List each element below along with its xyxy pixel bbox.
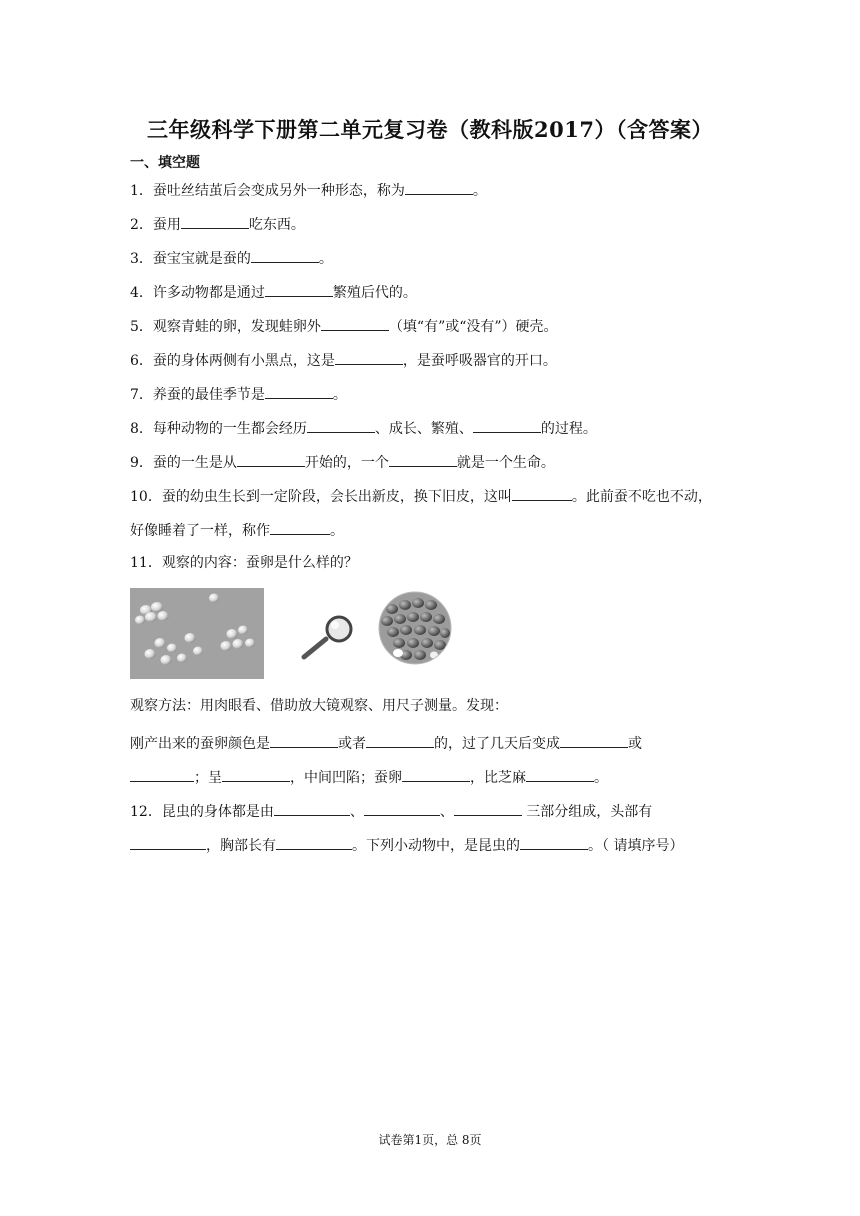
- question-12: 12．昆虫的身体都是由 、 、 三部分组成，头部有: [130, 801, 652, 821]
- answer-blank[interactable]: [405, 180, 473, 195]
- answer-blank[interactable]: [402, 767, 470, 782]
- question-3: 3．蚕宝宝就是蚕的 。: [130, 248, 333, 268]
- answer-blank[interactable]: [526, 767, 594, 782]
- page-footer: 试卷第1页，总 8页: [378, 1133, 482, 1147]
- answer-blank[interactable]: [265, 282, 333, 297]
- observation-method: 观察方法：用肉眼看、借助放大镜观察、用尺子测量。发现：: [130, 698, 508, 714]
- answer-blank[interactable]: [276, 835, 352, 850]
- question-10: 10．蚕的幼虫生长到一定阶段，会长出新皮，换下旧皮，这叫 。此前蚕不吃也不动，: [130, 486, 712, 506]
- question-11-line-1: 刚产出来的蚕卵颜色是 或者 的，过了几天后变成 或: [130, 733, 642, 753]
- question-9: 9．蚕的一生是从 开始的，一个 就是一个生命。: [130, 452, 555, 472]
- answer-blank[interactable]: [560, 733, 628, 748]
- answer-blank[interactable]: [389, 452, 457, 467]
- answer-blank[interactable]: [512, 486, 572, 501]
- question-7: 7．养蚕的最佳季节是 。: [130, 384, 347, 404]
- answer-blank[interactable]: [222, 767, 290, 782]
- question-6: 6．蚕的身体两侧有小黑点，这是 ，是蚕呼吸器官的开口。: [130, 350, 557, 370]
- answer-blank[interactable]: [321, 316, 389, 331]
- magnified-eggs-photo: [378, 591, 452, 665]
- answer-blank[interactable]: [364, 801, 440, 816]
- question-10-cont: 好像睡着了一样，称作 。: [130, 520, 344, 540]
- question-8: 8．每种动物的一生都会经历 、成长、繁殖、 的过程。: [130, 418, 597, 438]
- question-4: 4．许多动物都是通过 繁殖后代的。: [130, 282, 417, 302]
- answer-blank[interactable]: [265, 384, 333, 399]
- question-12-cont: ，胸部长有 。下列小动物中，是昆虫的 。（ 请填序号）: [130, 835, 683, 855]
- answer-blank[interactable]: [130, 767, 194, 782]
- answer-blank[interactable]: [520, 835, 588, 850]
- question-5: 5．观察青蛙的卵，发现蛙卵外 （填“有”或“没有”）硬壳。: [130, 316, 558, 336]
- answer-blank[interactable]: [270, 733, 338, 748]
- question-11-line-2: ；呈 ，中间凹陷；蚕卵 ，比芝麻 。: [130, 767, 608, 787]
- answer-blank[interactable]: [335, 350, 403, 365]
- silkworm-eggs-photo: [130, 588, 264, 679]
- answer-blank[interactable]: [307, 418, 375, 433]
- answer-blank[interactable]: [130, 835, 206, 850]
- answer-blank[interactable]: [454, 801, 522, 816]
- answer-blank[interactable]: [274, 801, 350, 816]
- magnifying-glass-icon: [296, 615, 358, 663]
- answer-blank[interactable]: [251, 248, 319, 263]
- answer-blank[interactable]: [181, 214, 249, 229]
- answer-blank[interactable]: [270, 520, 330, 535]
- answer-blank[interactable]: [237, 452, 305, 467]
- question-1: 1．蚕吐丝结茧后会变成另外一种形态，称为 。: [130, 180, 487, 200]
- question-2: 2．蚕用 吃东西。: [130, 214, 305, 234]
- page-title: 三年级科学下册第二单元复习卷（教科版2017）（含答案）: [147, 117, 713, 142]
- question-11: 11．观察的内容：蚕卵是什么样的？: [130, 555, 358, 571]
- answer-blank[interactable]: [366, 733, 434, 748]
- answer-blank[interactable]: [473, 418, 541, 433]
- section-heading: 一、填空题: [130, 155, 200, 171]
